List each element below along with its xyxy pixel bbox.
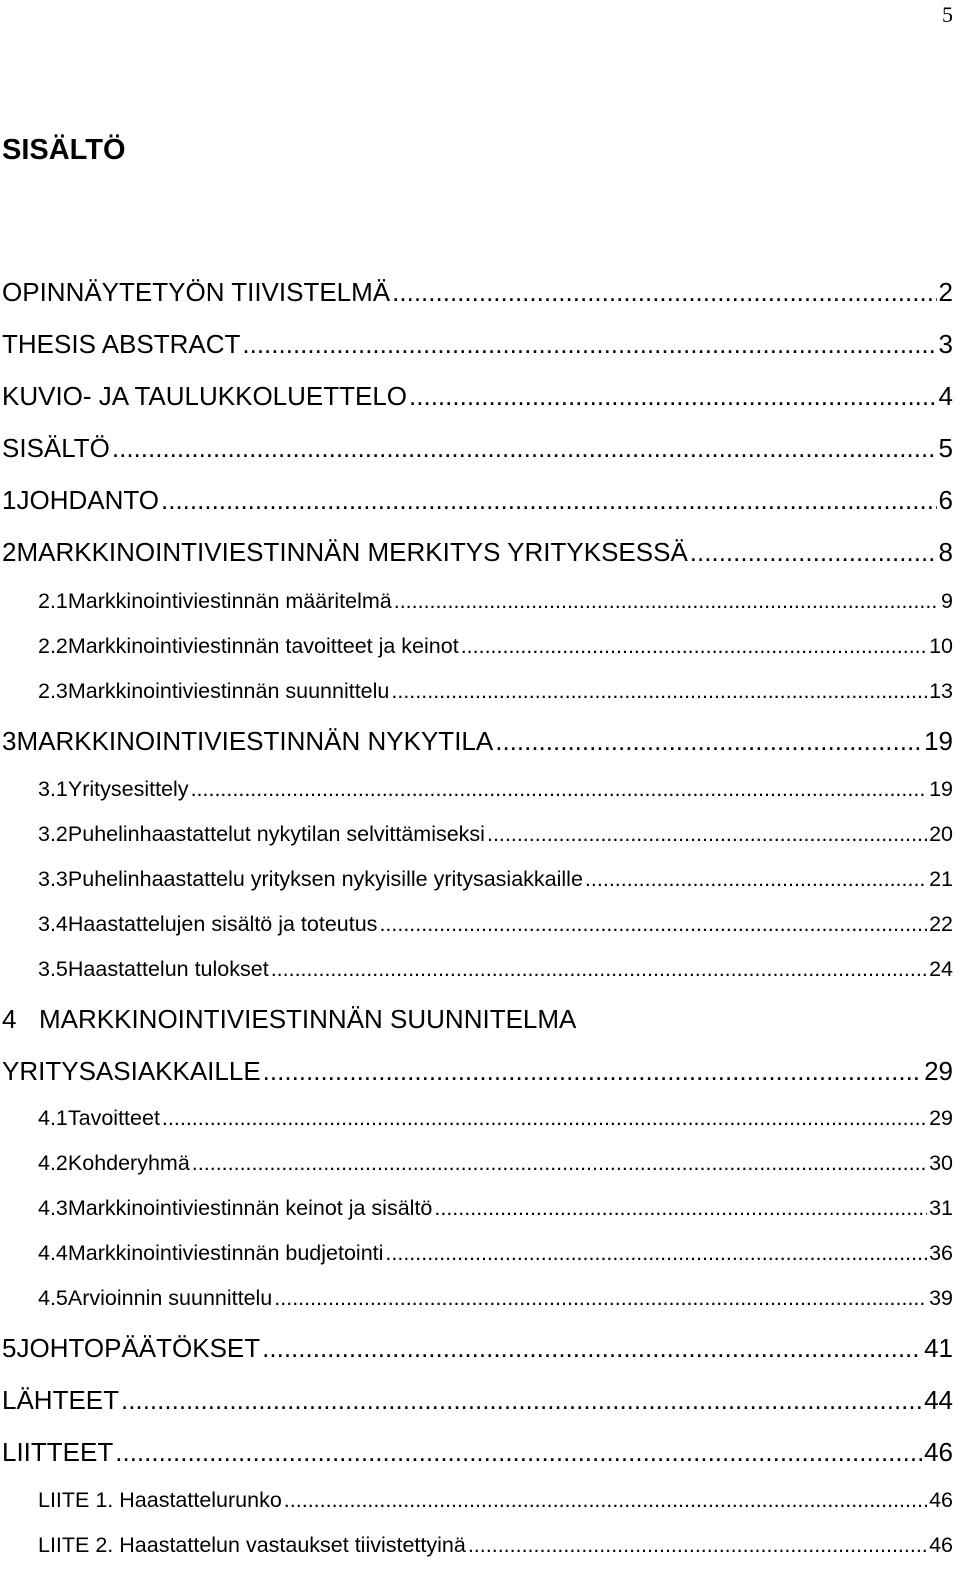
toc-entry[interactable]	[0, 1385, 953, 1416]
toc-entry[interactable]	[0, 537, 953, 568]
toc-entry[interactable]	[0, 589, 953, 614]
toc-entry[interactable]	[0, 634, 953, 659]
toc-entry-page: 46	[924, 1437, 953, 1467]
toc-entry-page: 44	[924, 1385, 953, 1415]
toc-entry-number: 1	[2, 485, 17, 515]
toc-entry[interactable]	[0, 1286, 953, 1311]
toc-entry-title: JOHDANTO	[16, 485, 159, 515]
toc-entry-number: 4	[2, 1004, 17, 1034]
toc-entry-page: 29	[929, 1106, 953, 1130]
toc-entry-number: 3	[2, 726, 17, 756]
toc-entry-number: 4.1	[38, 1106, 68, 1130]
toc-entry[interactable]	[0, 1533, 953, 1558]
toc-entry-title: LIITE 2. Haastattelun vastaukset tiivistettyinä	[38, 1533, 466, 1557]
toc-entry[interactable]	[0, 679, 953, 704]
toc-entry[interactable]	[0, 777, 953, 802]
dot-leader	[585, 867, 927, 892]
toc-entry-number: 2.2	[38, 634, 68, 658]
dot-leader	[161, 485, 937, 516]
toc-entry-number: 2.1	[38, 589, 68, 613]
toc-entry-title: MARKKINOINTIVIESTINNÄN MERKITYS YRITYKSESSÄ	[16, 537, 688, 567]
toc-entry[interactable]	[0, 1437, 953, 1468]
toc-entry-continuation[interactable]	[0, 1056, 953, 1087]
dot-leader	[112, 433, 937, 464]
toc-entry-number: 4.3	[38, 1196, 68, 1220]
toc-entry-number: 2	[2, 537, 17, 567]
toc-entry-title: Markkinointiviestinnän keinot ja sisältö	[67, 1196, 433, 1220]
toc-entry-page: 46	[929, 1488, 953, 1512]
toc-entry-page: 13	[929, 679, 953, 703]
dot-leader	[242, 329, 936, 360]
dot-leader	[263, 1056, 922, 1087]
toc-entry-title: SISÄLTÖ	[2, 433, 110, 463]
toc-entry-title: LIITTEET	[2, 1437, 114, 1467]
toc-entry-title: Puhelinhaastattelu yrityksen nykyisille yritysasiakkaille	[67, 867, 583, 891]
dot-leader	[271, 957, 927, 982]
toc-entry[interactable]	[0, 485, 953, 516]
toc-entry[interactable]	[0, 277, 953, 308]
toc-entry-number: 3.1	[38, 777, 68, 801]
toc-entry[interactable]	[0, 1151, 953, 1176]
toc-entry-title: Markkinointiviestinnän määritelmä	[67, 589, 392, 613]
toc-entry-page: 24	[929, 957, 953, 981]
dot-leader	[385, 1241, 927, 1266]
toc-entry-page: 3	[938, 329, 953, 359]
toc-entry-title: Kohderyhmä	[67, 1151, 190, 1175]
dot-leader	[392, 277, 936, 308]
toc-entry[interactable]	[0, 1106, 953, 1131]
toc-entry-page: 29	[924, 1056, 953, 1086]
dot-leader	[461, 634, 927, 659]
dot-leader	[379, 912, 927, 937]
toc-entry[interactable]	[0, 726, 953, 757]
toc-entry[interactable]	[0, 329, 953, 360]
page-title: SISÄLTÖ	[2, 134, 126, 166]
toc-entry-page: 20	[929, 822, 953, 846]
toc-entry[interactable]	[0, 957, 953, 982]
toc-entry-number: 3.5	[38, 957, 68, 981]
toc-entry-title: Haastattelujen sisältö ja toteutus	[67, 912, 378, 936]
toc-entry-title: Markkinointiviestinnän budjetointi	[67, 1241, 384, 1265]
toc-entry-page: 46	[929, 1533, 953, 1557]
toc-entry-title: Yritysesittely	[67, 777, 189, 801]
toc-entry-title: LÄHTEET	[2, 1385, 120, 1415]
toc-entry[interactable]	[0, 381, 953, 412]
toc-entry-page: 36	[929, 1241, 953, 1265]
toc-entry-number: 4.2	[38, 1151, 68, 1175]
toc-entry-page: 9	[941, 589, 953, 613]
dot-leader	[468, 1533, 927, 1558]
toc-entry-number: 5	[2, 1333, 17, 1363]
toc-entry-number: 2.3	[38, 679, 68, 703]
dot-leader	[162, 1106, 927, 1131]
toc-entry[interactable]	[0, 1241, 953, 1266]
toc-entry-title: Tavoitteet	[67, 1106, 160, 1130]
toc-entry-title: JOHTOPÄÄTÖKSET	[16, 1333, 261, 1363]
toc-entry[interactable]	[0, 433, 953, 464]
toc-entry-page: 2	[938, 277, 953, 307]
toc-entry[interactable]	[0, 912, 953, 937]
dot-leader	[192, 1151, 927, 1176]
toc-entry-page: 31	[929, 1196, 953, 1220]
toc-entry-page: 4	[938, 381, 953, 411]
toc-entry-title: Haastattelun tulokset	[67, 957, 269, 981]
toc-entry-page: 5	[938, 433, 953, 463]
dot-leader	[409, 381, 937, 412]
dot-leader	[284, 1488, 927, 1513]
dot-leader	[115, 1437, 922, 1468]
toc-entry-page: 39	[929, 1286, 953, 1310]
toc-entry-page: 30	[929, 1151, 953, 1175]
dot-leader	[434, 1196, 927, 1221]
toc-entry-title: MARKKINOINTIVIESTINNÄN NYKYTILA	[16, 726, 494, 756]
toc-entry-page: 41	[924, 1333, 953, 1363]
dot-leader	[274, 1286, 927, 1311]
toc-entry[interactable]	[0, 1196, 953, 1221]
toc-entry-title: Arvioinnin suunnittelu	[67, 1286, 273, 1310]
dot-leader	[487, 822, 927, 847]
toc-entry-number: 4.5	[38, 1286, 68, 1310]
toc-entry-title: YRITYSASIAKKAILLE	[2, 1056, 261, 1086]
dot-leader	[121, 1385, 922, 1416]
dot-leader	[394, 589, 939, 614]
toc-entry-title: LIITE 1. Haastattelurunko	[38, 1488, 282, 1512]
toc-entry-page: 19	[929, 777, 953, 801]
toc-entry-number: 3.4	[38, 912, 68, 936]
toc-entry-page: 10	[929, 634, 953, 658]
toc-entry-number: 3.2	[38, 822, 68, 846]
toc-entry-number: 4.4	[38, 1241, 68, 1265]
toc-entry-title: MARKKINOINTIVIESTINNÄN SUUNNITELMA	[39, 1004, 577, 1034]
toc-entry-title: KUVIO- JA TAULUKKOLUETTELO	[2, 381, 408, 411]
dot-leader	[690, 537, 937, 568]
toc-entry[interactable]	[0, 1333, 953, 1364]
dot-leader	[191, 777, 928, 802]
toc-entry-title: Markkinointiviestinnän suunnittelu	[67, 679, 390, 703]
toc-entry[interactable]	[2, 1004, 576, 1035]
toc-entry[interactable]	[0, 1488, 953, 1513]
toc-entry-number: 3.3	[38, 867, 68, 891]
dot-leader	[391, 679, 927, 704]
toc-entry-title: OPINNÄYTETYÖN TIIVISTELMÄ	[2, 277, 391, 307]
page-number: 5	[942, 2, 953, 27]
toc-entry[interactable]	[0, 822, 953, 847]
toc-entry-page: 6	[938, 485, 953, 515]
toc-entry-title: THESIS ABSTRACT	[2, 329, 241, 359]
dot-leader	[495, 726, 922, 757]
toc-entry[interactable]	[0, 867, 953, 892]
toc-entry-page: 8	[938, 537, 953, 567]
toc-entry-page: 22	[929, 912, 953, 936]
dot-leader	[262, 1333, 922, 1364]
toc-entry-title: Markkinointiviestinnän tavoitteet ja keinot	[67, 634, 459, 658]
toc-entry-page: 21	[929, 867, 953, 891]
toc-entry-page: 19	[924, 726, 953, 756]
toc-entry-title: Puhelinhaastattelut nykytilan selvittämiseksi	[67, 822, 485, 846]
